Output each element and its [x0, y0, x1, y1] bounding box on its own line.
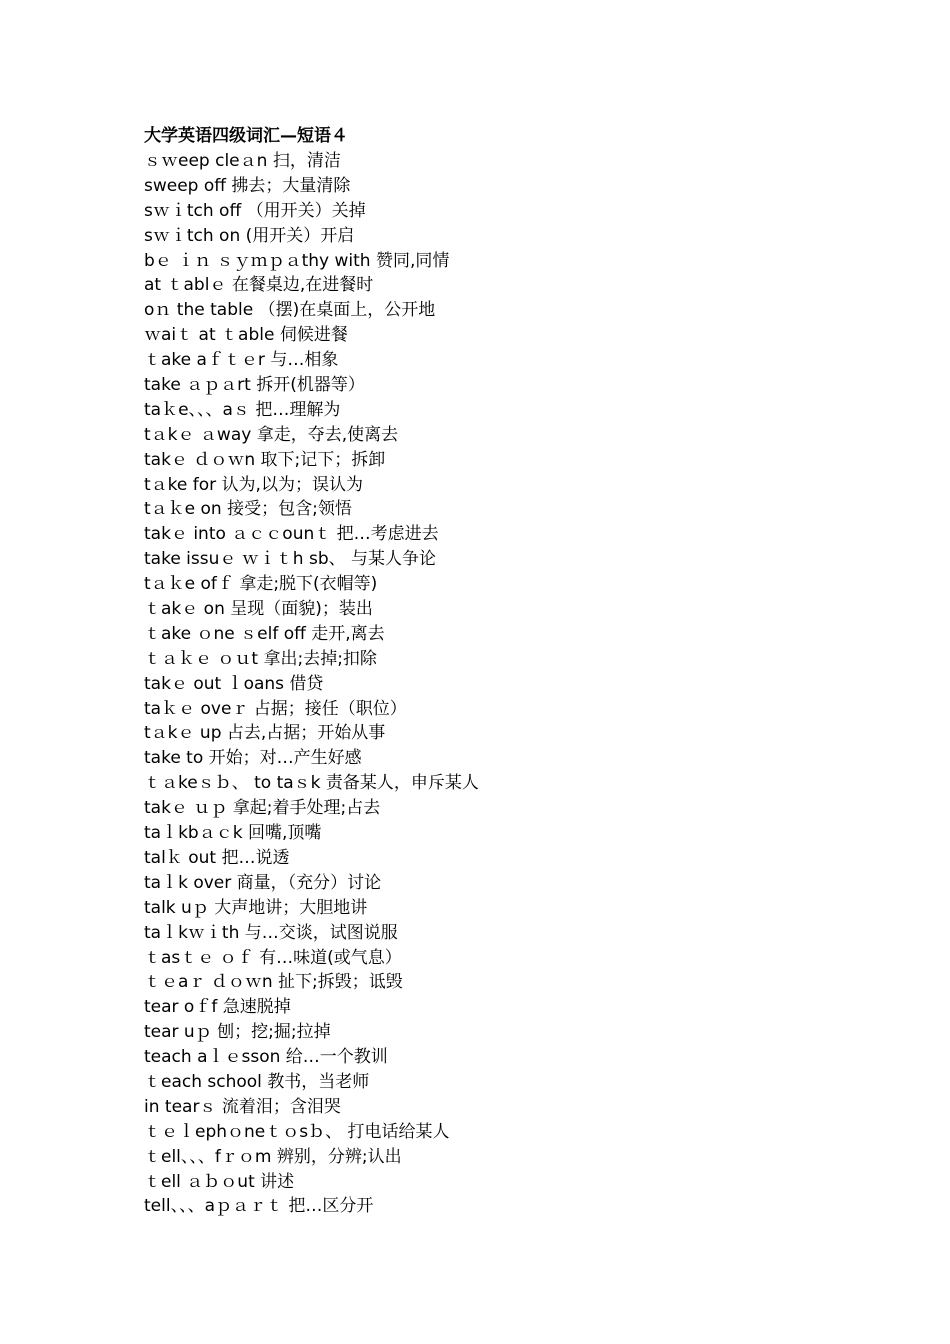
phrase-list [144, 149, 904, 1219]
phrase-entry: taｋｅ oveｒ 占据；接任（职位） [144, 698, 407, 719]
phrase-entry: takｅ ｕｐ 拿起;着手处理;占去 [144, 798, 381, 819]
phrase-entry: talk uｐ 大声地讲；大胆地讲 [144, 897, 368, 918]
phrase-entry: taｌkbａｃk 回嘴,顶嘴 [144, 823, 322, 844]
phrase-entry: takｅ ｄｏｗn 取下;记下；拆卸 [144, 449, 386, 470]
phrase-entry: tear oｆf 急速脱掉 [144, 997, 291, 1018]
phrase-entry: ｔｅｌephｏneｔｏsｂ、 打电话给某人 [144, 1121, 450, 1142]
phrase-entry: at ｔablｅ 在餐桌边,在进餐时 [144, 275, 374, 296]
phrase-entry: ｔell、、、fｒｏm 辨别，分辨;认出 [144, 1146, 402, 1167]
phrase-entry: teach aｌｅsson 给…一个教训 [144, 1047, 388, 1068]
phrase-entry: tａｋe on 接受；包含;领悟 [144, 499, 352, 520]
document-title: 大学英语四级词汇—短语４ [144, 126, 348, 146]
phrase-entry: tａke for 认为,以为；误认为 [144, 474, 363, 495]
phrase-entry: ｔeach school 教书，当老师 [144, 1071, 370, 1092]
phrase-entry: ｔake ｏne ｓelf off 走开,离去 [144, 623, 385, 644]
phrase-entry: oｎ the table （摆)在桌面上，公开地 [144, 300, 436, 321]
phrase-entry: takｅ into ａｃｃounｔ 把…考虑进去 [144, 524, 439, 545]
phrase-entry: sｗｉtch on (用开关）开启 [144, 225, 355, 246]
phrase-entry: taｌkｗｉth 与…交谈，试图说服 [144, 922, 398, 943]
phrase-entry: take issuｅ ｗｉｔh sb、 与某人争论 [144, 549, 437, 570]
phrase-entry: ｔell ａｂｏut 讲述 [144, 1171, 295, 1192]
phrase-entry: ｔasｔｅ ｏｆ 有…味道(或气息） [144, 947, 402, 968]
phrase-entry: in tearｓ 流着泪；含泪哭 [144, 1096, 341, 1117]
phrase-entry: take ａｐａrt 拆开(机器等） [144, 375, 365, 396]
phrase-entry: ｗaiｔ at ｔable 伺候进餐 [144, 325, 348, 346]
phrase-entry: bｅ ｉｎ ｓｙｍｐａthy with 赞同,同情 [144, 250, 450, 271]
phrase-entry: ｔａkeｓｂ、 to taｓk 责备某人，申斥某人 [144, 773, 479, 794]
phrase-entry: ｔakｅ on 呈现（面貌)；装出 [144, 599, 373, 620]
phrase-entry: takｅ out ｌoans 借贷 [144, 673, 324, 694]
phrase-entry: taｌk over 商量，（充分）讨论 [144, 872, 382, 893]
phrase-entry: tear uｐ 刨；挖;掘;拉掉 [144, 1022, 331, 1043]
phrase-entry: ｔake aｆｔｅr 与…相象 [144, 350, 339, 371]
phrase-entry: talｋ out 把…说透 [144, 847, 290, 868]
phrase-entry: tａkｅ up 占去,占据；开始从事 [144, 723, 386, 744]
phrase-entry: tａkｅ ａway 拿走，夺去,使离去 [144, 424, 399, 445]
phrase-entry: sｗｉtch off （用开关）关掉 [144, 200, 366, 221]
phrase-entry: tell、、、aｐａｒｔ 把…区分开 [144, 1196, 374, 1217]
phrase-entry: ｓｗeep cleａn 扫，清洁 [144, 151, 341, 171]
phrase-entry: ｔａｋｅ ｏｕt 拿出;去掉;扣除 [144, 648, 377, 669]
phrase-entry: ｔｅaｒ ｄｏｗn 扯下;拆毁；诋毁 [144, 972, 403, 993]
document-body [144, 124, 904, 1219]
phrase-entry: sweep off 拂去；大量清除 [144, 175, 351, 196]
phrase-entry: take to 开始；对…产生好感 [144, 748, 362, 769]
phrase-entry: taｋe、、、aｓ 把…理解为 [144, 399, 341, 420]
phrase-entry: tａｋe ofｆ 拿走;脱下(衣帽等) [144, 574, 378, 595]
